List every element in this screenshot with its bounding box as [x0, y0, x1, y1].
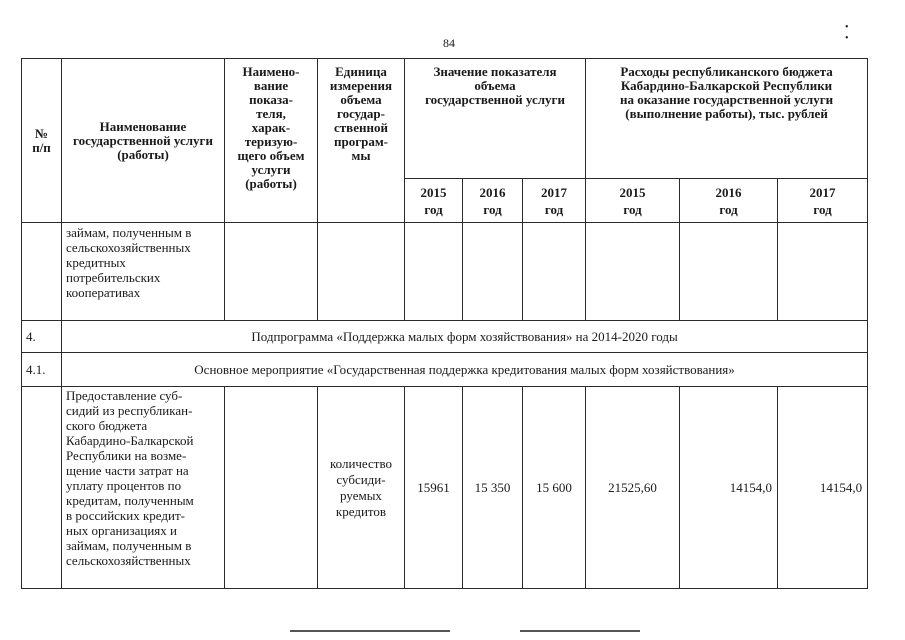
value-2016: 15 350: [463, 387, 523, 589]
footer-scan-mark: [290, 630, 450, 632]
year-expense-2017: 2017 год: [778, 179, 868, 223]
header-number: № п/п: [22, 59, 62, 223]
measure-number: 4.1.: [22, 353, 62, 387]
year-value-2017: 2017 год: [523, 179, 586, 223]
year-value-2016: 2016 год: [463, 179, 523, 223]
subprogram-number: 4.: [22, 321, 62, 353]
year-expense-2015: 2015 год: [586, 179, 680, 223]
expense-2017: 14154,0: [778, 387, 868, 589]
continuation-row: [22, 223, 868, 321]
services-table: [21, 58, 868, 589]
service-text: Предоставление суб- сидий из республикан- ского бюджета Кабардино-Балкарской Республики на возме- щение части затрат на уплату процентов по кредитам, полученным в российских кредит- ных организациях и займам, полученным в сельскохозяйственных: [62, 387, 225, 589]
year-value-2015: 2015 год: [405, 179, 463, 223]
value-2017: 15 600: [523, 387, 586, 589]
measure-title: Основное мероприятие «Государственная поддержка кредитования малых форм хозяйствования»: [62, 353, 868, 387]
scan-specks: • •: [845, 22, 875, 44]
measure-row: [22, 353, 868, 387]
page-number: 84: [443, 36, 455, 50]
header-unit: Единица измерения объема государ- ственной програм- мы: [318, 59, 405, 223]
footer-scan-mark: [520, 630, 640, 632]
header-values: Значение показателя объема государственной услуги: [405, 59, 586, 179]
continuation-text: займам, полученным в сельскохозяйственных кредитных потребительских кооперативах: [62, 223, 225, 321]
header-expenses: Расходы республиканского бюджета Кабардино-Балкарской Республики на оказание государственной услуги (выполнение работы), тыс. рублей: [586, 59, 868, 179]
header-service: Наименование государственной услуги (работы): [62, 59, 225, 223]
subprogram-title: Подпрограмма «Поддержка малых форм хозяйствования» на 2014-2020 годы: [62, 321, 868, 353]
value-2015: 15961: [405, 387, 463, 589]
unit-text: количество субсиди- руемых кредитов: [318, 387, 405, 589]
expense-2016: 14154,0: [680, 387, 778, 589]
year-expense-2016: 2016 год: [680, 179, 778, 223]
expense-2015: 21525,60: [586, 387, 680, 589]
subprogram-row: [22, 321, 868, 353]
header-indicator: Наимено- вание показа- теля, харак- теризую- щего объем услуги (работы): [225, 59, 318, 223]
service-row: [22, 387, 868, 589]
